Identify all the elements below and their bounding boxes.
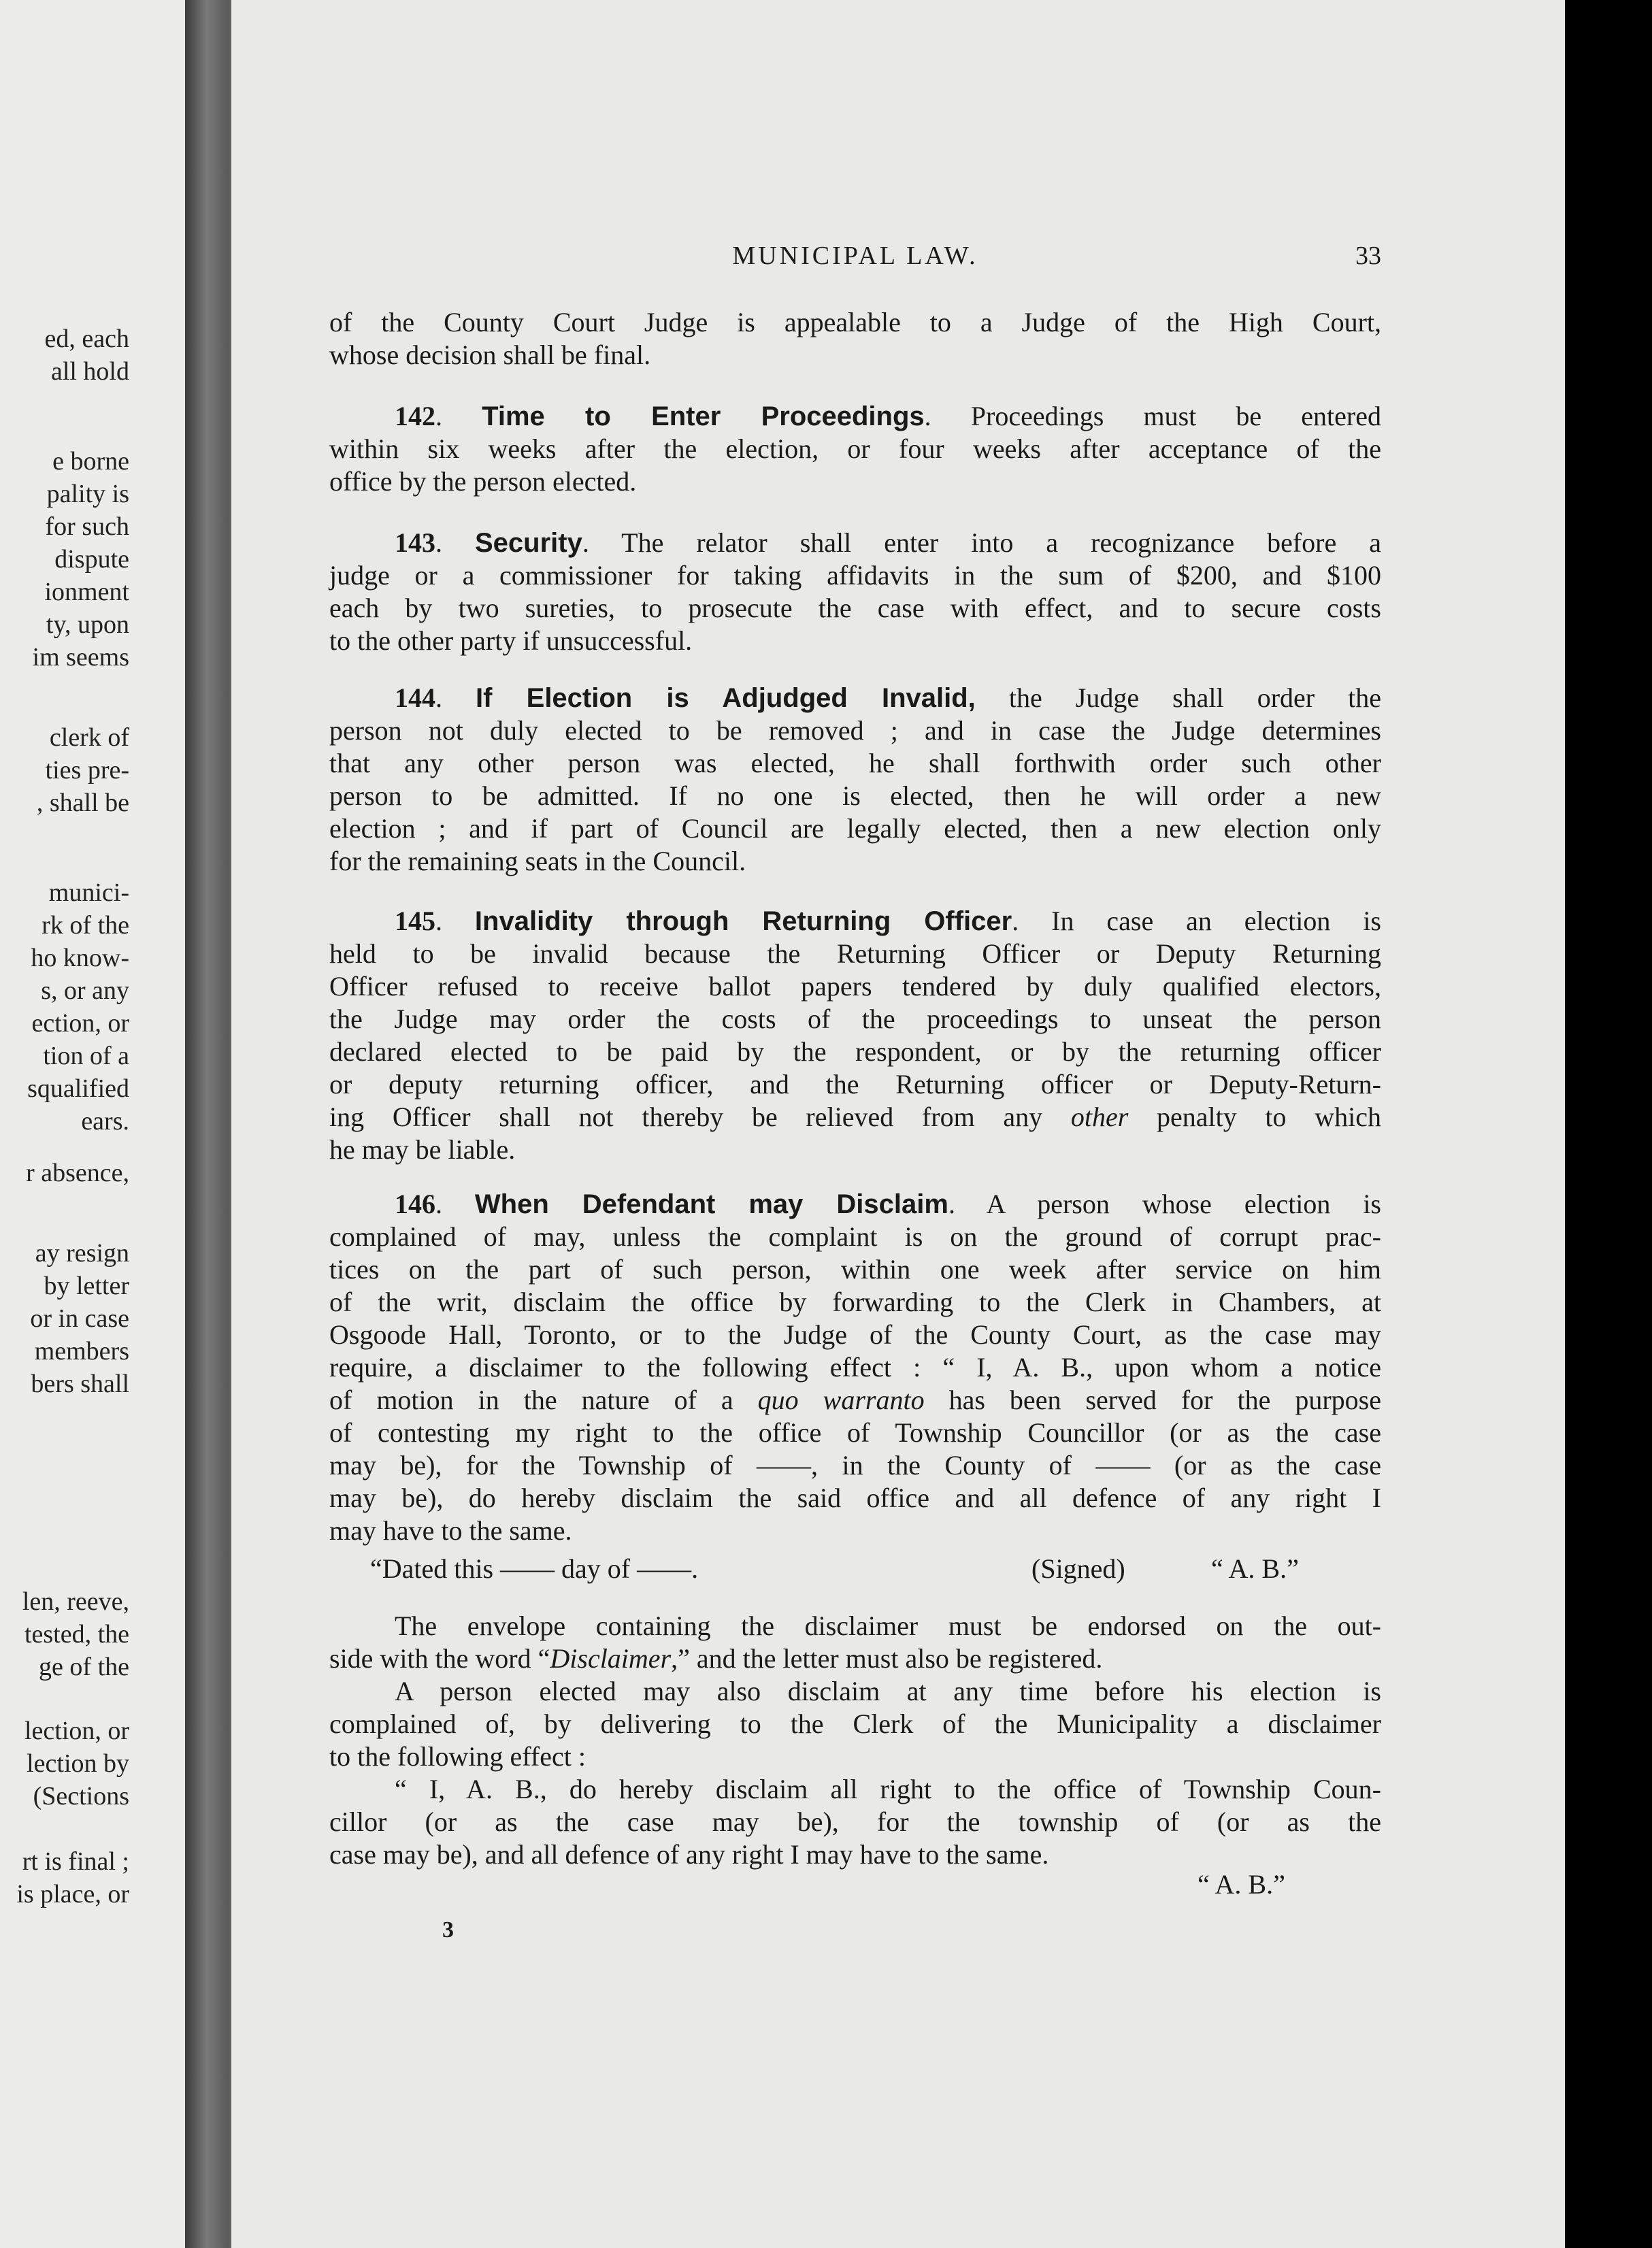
left-page-text-line: ge of the: [39, 1653, 129, 1681]
text-run: person not duly elected to be removed ; and in case the Judge determines: [329, 715, 1381, 746]
text-line: [395, 1188, 1381, 1221]
text-run: to the other party if unsuccessful.: [329, 625, 693, 656]
text-run: “ I, A. B., do hereby disclaim all right to the office of Township Coun-: [395, 1774, 1381, 1804]
text-run: .: [435, 906, 475, 936]
text-run: may be), for the Township of ——, in the County of —— (or as the case: [329, 1450, 1381, 1481]
text-run: complained of, by delivering to the Clerk of the Municipality a disclaimer: [329, 1708, 1381, 1739]
text-run: the Judge shall order the: [975, 682, 1382, 713]
text-line: [329, 625, 1381, 657]
left-page-text-line: ection, or: [31, 1009, 129, 1038]
left-page-text-line: tion of a: [43, 1042, 129, 1070]
text-line: [329, 1319, 1381, 1351]
text-run: cillor (or as the case may be), for the township of (or as the: [329, 1806, 1381, 1837]
text-line: [395, 1675, 1381, 1708]
text-run: judge or a commissioner for taking affidavits in the sum of $200, and $100: [329, 560, 1381, 591]
left-page-text-line: im seems: [32, 643, 129, 672]
italic-term: quo warranto: [757, 1385, 925, 1415]
text-run: . A person whose election is: [948, 1189, 1381, 1219]
text-run: person to be admitted. If no one is elected, then he will order a new: [329, 780, 1381, 811]
text-line: [329, 1253, 1381, 1286]
text-line: [329, 1068, 1381, 1101]
text-line: [329, 1003, 1381, 1036]
text-run: .: [435, 401, 482, 431]
text-line: [329, 1708, 1381, 1740]
text-line: [395, 1610, 1381, 1642]
text-line: [329, 1838, 1381, 1871]
text-run: whose decision shall be final.: [329, 340, 651, 370]
text-line: [329, 1036, 1381, 1068]
text-run: has been served for the purpose: [924, 1385, 1381, 1415]
text-run: of motion in the nature of a: [329, 1385, 758, 1415]
text-line: [329, 1221, 1381, 1253]
left-page-text-line: dispute: [54, 545, 129, 574]
text-run: of the County Court Judge is appealable to a Judge of the High Court,: [329, 307, 1381, 337]
left-page-text-line: lection, or: [24, 1717, 129, 1745]
section-heading: When Defendant may Disclaim: [474, 1189, 948, 1219]
text-line: [329, 339, 1381, 371]
left-page-text-line: tested, the: [24, 1620, 129, 1649]
italic-term: other: [1070, 1102, 1129, 1132]
left-page-fragment: [0, 0, 204, 2248]
text-run: that any other person was elected, he shall forthwith order such other: [329, 748, 1381, 778]
left-page-text-line: (Sections: [33, 1782, 129, 1811]
left-page-text-line: clerk of: [49, 723, 129, 752]
text-run: tices on the part of such person, within one week after service on him: [329, 1254, 1381, 1285]
text-line: [329, 1384, 1381, 1417]
text-line: [329, 1642, 1381, 1675]
text-run: . In case an election is: [1012, 906, 1381, 936]
left-page-text-line: ty, upon: [46, 610, 129, 639]
section-heading: If Election is Adjudged Invalid,: [476, 683, 976, 713]
section-heading: Security: [475, 528, 582, 558]
text-run: to the following effect :: [329, 1741, 586, 1772]
left-page-text-line: pality is: [46, 480, 129, 508]
text-line: [329, 780, 1381, 812]
text-run: may have to the same.: [329, 1515, 572, 1546]
left-page-text-line: lection by: [27, 1749, 129, 1778]
text-line: [329, 1286, 1381, 1319]
text-run: election ; and if part of Council are legally elected, then a new election only: [329, 813, 1381, 844]
text-run: for the remaining seats in the Council.: [329, 846, 746, 876]
final-signature: “ A. B.”: [1197, 1869, 1285, 1900]
left-page-text-line: munici-: [48, 878, 129, 907]
text-line: [395, 400, 1381, 433]
page-header: [329, 241, 1381, 275]
italic-term: Disclaimer: [550, 1643, 672, 1674]
text-line: [329, 306, 1381, 339]
section-number: 145: [395, 906, 435, 936]
left-page-text-line: ears.: [81, 1107, 129, 1136]
text-run: . The relator shall enter into a recognizance before a: [582, 527, 1381, 558]
left-page-text-line: by letter: [44, 1272, 129, 1300]
left-page-text-line: for such: [45, 512, 129, 541]
text-line: [329, 1134, 1381, 1166]
page-number: 33: [1355, 242, 1381, 270]
left-page-text-line: r absence,: [26, 1159, 129, 1187]
text-line: [329, 747, 1381, 780]
section-number: 142: [395, 401, 435, 431]
text-run: A person elected may also disclaim at any time before his election is: [395, 1676, 1381, 1706]
left-page-text-line: ay resign: [35, 1239, 129, 1268]
left-page-text-line: ionment: [44, 578, 129, 606]
text-run: of the writ, disclaim the office by forwarding to the Clerk in Chambers, at: [329, 1287, 1381, 1317]
text-line: [329, 714, 1381, 747]
text-run: .: [435, 527, 475, 558]
text-line: [329, 1101, 1381, 1134]
left-page-text-line: rt is final ;: [22, 1847, 129, 1876]
left-page-text-line: ho know-: [31, 944, 129, 972]
text-line: [329, 1351, 1381, 1384]
text-run: . Proceedings must be entered: [924, 401, 1381, 431]
text-run: of contesting my right to the office of Township Councillor (or as the case: [329, 1417, 1381, 1448]
left-page-text-line: , shall be: [36, 789, 129, 817]
text-run: Officer refused to receive ballot papers tendered by duly qualified electors,: [329, 971, 1381, 1002]
text-line: [329, 938, 1381, 970]
text-line: [329, 845, 1381, 878]
text-run: require, a disclaimer to the following effect : “ I, A. B., upon whom a notice: [329, 1352, 1381, 1383]
text-run: case may be), and all defence of any right I may have to the same.: [329, 1839, 1049, 1870]
text-run: within six weeks after the election, or four weeks after acceptance of the: [329, 433, 1381, 464]
text-line: [329, 1449, 1381, 1482]
text-line: [329, 1482, 1381, 1515]
text-run: side with the word “: [329, 1643, 550, 1674]
text-line: [329, 1417, 1381, 1449]
left-page-text-line: e borne: [52, 447, 129, 476]
text-line: [329, 559, 1381, 592]
text-run: .: [435, 682, 476, 713]
text-run: ing Officer shall not thereby be relieved from any: [329, 1102, 1071, 1132]
running-title: MUNICIPAL LAW.: [732, 242, 978, 270]
left-page-text-line: ed, each: [44, 325, 129, 353]
left-page-text-line: s, or any: [41, 976, 129, 1005]
text-run: he may be liable.: [329, 1134, 516, 1165]
text-run: penalty to which: [1128, 1102, 1382, 1132]
section-number: 146: [395, 1189, 435, 1219]
left-page-text-line: rk of the: [42, 911, 129, 940]
left-page-text-line: is place, or: [16, 1880, 129, 1908]
text-line: [329, 592, 1381, 625]
text-run: each by two sureties, to prosecute the case with effect, and to secure costs: [329, 593, 1381, 623]
text-run: complained of may, unless the complaint is on the ground of corrupt prac-: [329, 1221, 1381, 1252]
text-run: the Judge may order the costs of the proceedings to unseat the person: [329, 1004, 1381, 1034]
left-page-text-line: ties pre-: [45, 756, 129, 784]
text-line: [329, 1515, 1381, 1547]
signature-mark: 3: [442, 1917, 454, 1943]
section-number: 143: [395, 527, 435, 558]
text-run: .: [435, 1189, 475, 1219]
section-heading: Invalidity through Returning Officer: [474, 906, 1012, 936]
text-run: ,” and the letter must also be registered.: [671, 1643, 1103, 1674]
left-page-text-line: members: [34, 1337, 129, 1366]
text-line: [329, 433, 1381, 465]
text-run: or deputy returning officer, and the Returning officer or Deputy-Return-: [329, 1069, 1381, 1100]
text-line: [329, 465, 1381, 498]
text-line: [329, 970, 1381, 1003]
text-run: “Dated this —— day of ——.: [370, 1553, 699, 1584]
left-page-text-line: all hold: [50, 357, 129, 386]
text-run: Osgoode Hall, Toronto, or to the Judge of the County Court, as the case may: [329, 1319, 1381, 1350]
section-number: 144: [395, 682, 435, 713]
dated-signature: “ A. B.”: [1211, 1553, 1299, 1584]
page-edge-background: [1565, 0, 1652, 2248]
signed-label: (Signed): [1031, 1553, 1125, 1584]
text-line: [395, 682, 1381, 714]
text-run: office by the person elected.: [329, 466, 637, 497]
text-line: [329, 1740, 1381, 1773]
left-page-text-line: len, reeve,: [22, 1587, 129, 1616]
text-line: [329, 1806, 1381, 1838]
text-line: [395, 527, 1381, 559]
text-run: The envelope containing the disclaimer must be endorsed on the out-: [395, 1610, 1381, 1641]
text-line: [395, 905, 1381, 938]
section-heading: Time to Enter Proceedings: [482, 401, 925, 431]
text-line: [395, 1773, 1381, 1806]
text-run: declared elected to be paid by the respondent, or by the returning officer: [329, 1036, 1381, 1067]
text-run: may be), do hereby disclaim the said office and all defence of any right I: [329, 1483, 1381, 1513]
left-page-text-line: bers shall: [31, 1370, 129, 1398]
text-line: [329, 812, 1381, 845]
text-run: held to be invalid because the Returning Officer or Deputy Returning: [329, 938, 1381, 969]
left-page-text-line: or in case: [30, 1304, 129, 1333]
left-page-text-line: squalified: [27, 1074, 129, 1103]
